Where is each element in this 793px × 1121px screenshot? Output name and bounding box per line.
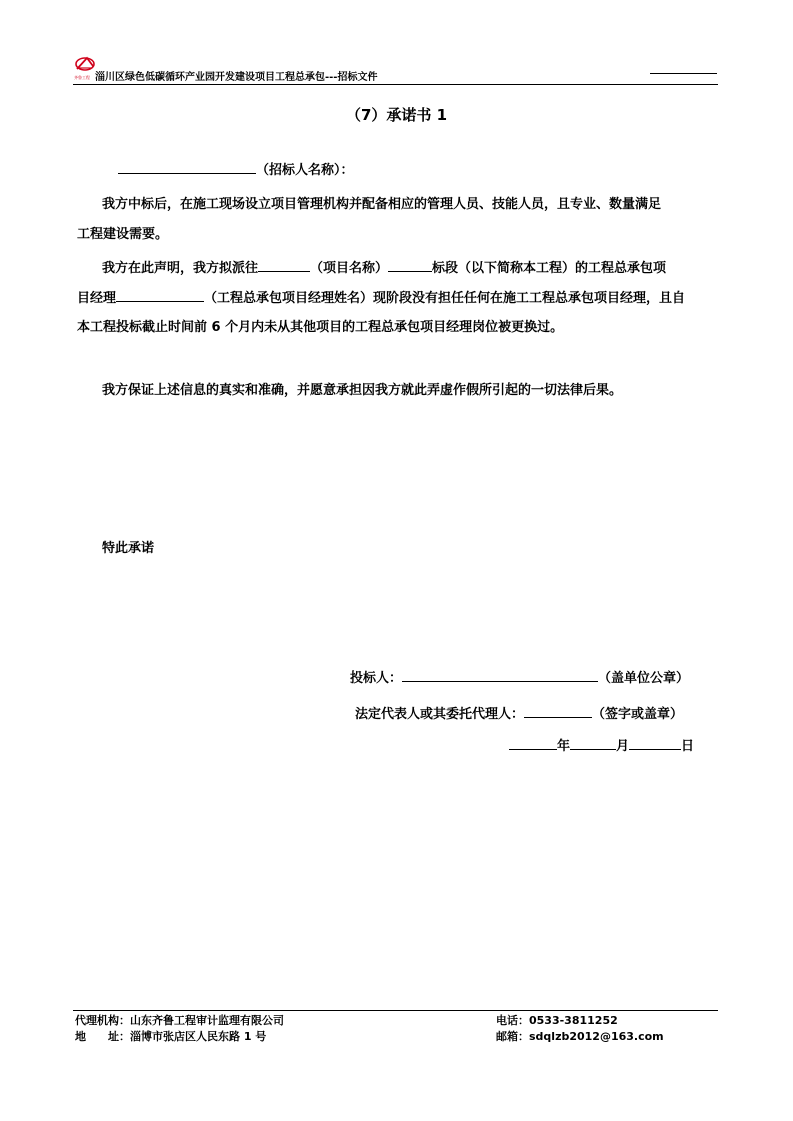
para2-line3: 本工程投标截止时间前 6 个月内未从其他项目的工程总承包项目经理岗位被更换过。 (77, 320, 564, 335)
date-line (509, 736, 694, 757)
rep-label: 法定代表人或其委托代理人： (355, 707, 525, 722)
para2-text-a: 我方在此声明，我方拟派往 (102, 261, 259, 276)
para2-text-b: （项目名称） (310, 261, 389, 276)
header-title: 淄川区绿色低碳循环产业园开发建设项目工程总承包---招标文件 (95, 72, 378, 83)
section-blank[interactable] (388, 258, 432, 272)
bidder-label: 投标人： (350, 671, 403, 686)
para2-text-d: 目经理 (77, 291, 117, 306)
day-label: 日 (681, 739, 695, 754)
para1-line1: 我方中标后，在施工现场设立项目管理机构并配备相应的管理人员、技能人员，且专业、数量满足 (102, 197, 662, 212)
para2-text-e: （工程总承包项目经理姓名）现阶段没有担任任何在施工工程总承包项目经理，且自 (204, 291, 686, 306)
footer-agency: 代理机构：山东齐鲁工程审计监理有限公司 (75, 1014, 284, 1027)
recipient-blank[interactable] (118, 160, 256, 174)
rep-suffix: （签字或盖章） (592, 707, 684, 722)
header-divider (73, 84, 718, 85)
para1-line2: 工程建设需要。 (77, 227, 169, 242)
logo-caption: 齐鲁工程 (74, 75, 90, 80)
bidder-line (350, 668, 689, 689)
page-title: （7）承诺书 1 (345, 106, 448, 124)
year-label: 年 (557, 739, 571, 754)
rep-line (355, 704, 683, 725)
project-name-blank[interactable] (258, 258, 310, 272)
footer-email: 邮箱：sdqlzb2012@163.com (496, 1030, 664, 1043)
recipient-suffix: （招标人名称）： (256, 163, 354, 178)
month-label: 月 (616, 739, 630, 754)
header-right-rule (650, 73, 717, 74)
para2-text-c: 标段（以下简称本工程）的工程总承包项 (432, 261, 667, 276)
manager-name-blank[interactable] (116, 288, 204, 302)
rep-blank[interactable] (524, 704, 592, 718)
day-blank[interactable] (629, 736, 681, 750)
bidder-blank[interactable] (402, 668, 598, 682)
para2-line1 (102, 258, 666, 279)
footer-divider (73, 1010, 718, 1011)
bidder-suffix: （盖单位公章） (598, 671, 690, 686)
recipient-line (118, 160, 354, 181)
para3: 我方保证上述信息的真实和准确，并愿意承担因我方就此弄虚作假所引起的一切法律后果。 (102, 383, 623, 398)
closing-text: 特此承诺 (102, 541, 155, 556)
year-blank[interactable] (509, 736, 557, 750)
month-blank[interactable] (570, 736, 616, 750)
para2-line2 (77, 288, 685, 309)
footer-address: 地 址：淄博市张店区人民东路 1 号 (75, 1030, 267, 1043)
footer-phone: 电话：0533-3811252 (496, 1014, 618, 1027)
